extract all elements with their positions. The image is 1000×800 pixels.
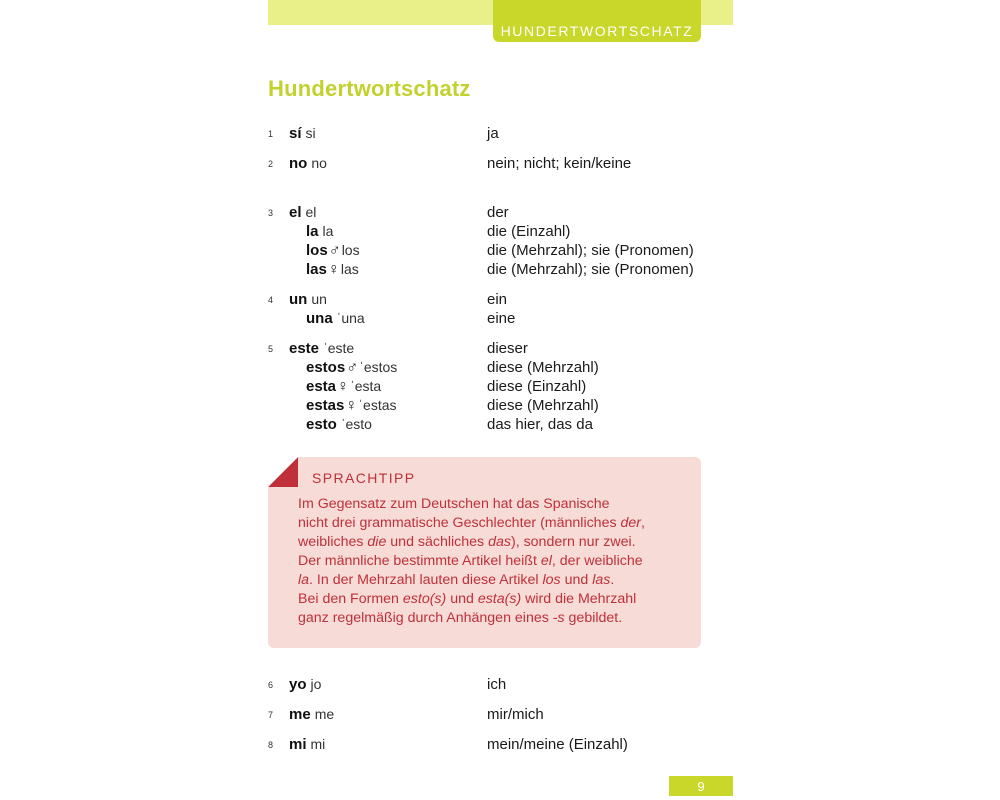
vocab-line (268, 705, 708, 724)
spanish-word: estos (306, 359, 346, 376)
tip-emphasis: der (620, 515, 642, 531)
spanish-term (289, 290, 327, 309)
spanish-word: la (306, 223, 319, 240)
spanish-term (306, 241, 360, 260)
vocab-line (268, 203, 708, 222)
tip-text: und (560, 572, 593, 588)
tip-emphasis: las (592, 572, 611, 588)
spanish-word: las (306, 261, 327, 278)
tip-text: , der weibliche (551, 553, 643, 569)
vocab-subline (268, 377, 708, 396)
pronunciation: ˈesto (340, 416, 372, 432)
german-translation: mein/meine (Einzahl) (487, 736, 628, 753)
german-translation: der (487, 204, 509, 221)
tip-emphasis: los (542, 572, 561, 588)
spanish-term (306, 377, 381, 396)
vocab-line (268, 124, 708, 143)
vocab-line (268, 339, 708, 358)
vocab-subline (268, 222, 708, 241)
vocab-entry (268, 290, 708, 328)
pronunciation: la (322, 223, 334, 239)
german-translation: ja (487, 125, 499, 142)
pronunciation: ˈesta (350, 378, 382, 394)
entry-number: 2 (268, 159, 274, 169)
tip-text: Bei den Formen (298, 591, 403, 607)
vocab-subline (268, 309, 708, 328)
spanish-term (306, 415, 372, 434)
tip-text: weibliches (298, 534, 368, 550)
vocab-entry (268, 735, 708, 754)
pronunciation: me (314, 706, 335, 722)
spanish-word: una (306, 310, 333, 327)
german-translation: die (Mehrzahl); sie (Pronomen) (487, 261, 694, 278)
tip-text: , (641, 515, 645, 531)
vocab-subline (268, 260, 708, 279)
spanish-word: estas (306, 397, 345, 414)
german-translation: ein (487, 291, 508, 308)
spanish-word: yo (289, 676, 307, 693)
pronunciation: ˈestos (359, 359, 398, 375)
german-translation: die (Einzahl) (487, 223, 571, 240)
entry-number: 6 (268, 680, 274, 690)
tip-emphasis: el (540, 553, 552, 569)
language-tip-box (268, 457, 701, 648)
pronunciation: si (305, 125, 316, 141)
spanish-word: los (306, 242, 328, 259)
spanish-term (306, 222, 333, 241)
page-title: Hundertwortschatz (268, 76, 471, 101)
pronunciation: jo (310, 676, 322, 692)
tip-title: SPRACHTIPP (312, 470, 416, 486)
vocab-line (268, 675, 708, 694)
pronunciation: las (340, 261, 359, 277)
german-translation: die (Mehrzahl); sie (Pronomen) (487, 242, 694, 259)
pronunciation: ˈestas (358, 397, 397, 413)
spanish-term (289, 154, 327, 173)
pronunciation: ˈeste (323, 340, 355, 356)
vocab-entry (268, 124, 708, 143)
german-translation: diese (Einzahl) (487, 378, 587, 395)
tip-body (298, 495, 693, 628)
tip-line (298, 590, 693, 609)
vocab-line (268, 290, 708, 309)
german-translation: mir/mich (487, 706, 544, 723)
female-symbol-icon: ♀ (337, 378, 350, 395)
tip-text: und sächliches (386, 534, 489, 550)
entry-number: 3 (268, 208, 274, 218)
spanish-word: sí (289, 125, 302, 142)
spanish-term (289, 735, 325, 754)
tip-text: ), sondern nur zwei. (510, 534, 636, 550)
pronunciation: no (311, 155, 327, 171)
tip-line (298, 533, 693, 552)
tip-line (298, 609, 693, 628)
tip-text: ganz regelmäßig durch Anhängen eines (298, 610, 553, 626)
spanish-term (289, 203, 316, 222)
tip-text: gebildet. (564, 610, 623, 626)
female-symbol-icon: ♀ (327, 261, 340, 278)
pronunciation: ˈuna (336, 310, 365, 326)
german-translation: dieser (487, 340, 528, 357)
vocab-line (268, 154, 708, 173)
german-translation: diese (Mehrzahl) (487, 359, 599, 376)
vocab-entry (268, 203, 708, 279)
spanish-term (289, 705, 334, 724)
tip-line (298, 571, 693, 590)
vocab-entry (268, 154, 708, 173)
spanish-word: no (289, 155, 308, 172)
tip-text: . In der Mehrzahl lauten diese Artikel (309, 572, 543, 588)
section-tab (493, 0, 701, 42)
tip-text: nicht drei grammatische Geschlechter (männliches (298, 515, 621, 531)
female-symbol-icon: ♀ (345, 397, 358, 414)
spanish-term (306, 260, 359, 279)
german-translation: ich (487, 676, 507, 693)
tip-line (298, 495, 693, 514)
tip-text: wird die Mehrzahl (521, 591, 637, 607)
entry-number: 4 (268, 295, 274, 305)
spanish-word: un (289, 291, 308, 308)
vocab-subline (268, 415, 708, 434)
spanish-term (306, 396, 397, 415)
german-translation: das hier, das da (487, 416, 593, 433)
tip-emphasis: la (298, 572, 310, 588)
vocab-entry (268, 339, 708, 434)
vocab-entry (268, 705, 708, 724)
vocab-entry (268, 675, 708, 694)
spanish-word: mi (289, 736, 307, 753)
tip-emphasis: die (367, 534, 387, 550)
tip-text: Im Gegensatz zum Deutschen hat das Spanische (298, 496, 610, 512)
vocab-line (268, 735, 708, 754)
spanish-word: esta (306, 378, 337, 395)
tip-emphasis: esto(s) (402, 591, 447, 607)
male-symbol-icon: ♂ (346, 359, 359, 376)
vocab-subline (268, 241, 708, 260)
tip-corner-flag (268, 457, 298, 487)
vocab-subline (268, 396, 708, 415)
entry-number: 5 (268, 344, 274, 354)
tip-line (298, 552, 693, 571)
entry-number: 8 (268, 740, 274, 750)
spanish-term (289, 124, 316, 143)
male-symbol-icon: ♂ (328, 242, 341, 259)
entry-number: 7 (268, 710, 274, 720)
tip-line (298, 514, 693, 533)
spanish-term (306, 309, 365, 328)
spanish-term (289, 339, 354, 358)
section-label: HUNDERTWORTSCHATZ (500, 23, 694, 39)
german-translation: nein; nicht; kein/keine (487, 155, 632, 172)
tip-text: . (610, 572, 615, 588)
pronunciation: el (305, 204, 317, 220)
vocab-subline (268, 358, 708, 377)
spanish-word: esto (306, 416, 337, 433)
spanish-word: este (289, 340, 320, 357)
german-translation: eine (487, 310, 516, 327)
entry-number: 1 (268, 129, 274, 139)
tip-emphasis: das (488, 534, 511, 550)
tip-emphasis: -s (552, 610, 565, 626)
page-number: 9 (669, 776, 733, 796)
spanish-word: me (289, 706, 311, 723)
spanish-word: el (289, 204, 302, 221)
tip-text: Der männliche bestimmte Artikel heißt (298, 553, 541, 569)
pronunciation: los (341, 242, 360, 258)
spanish-term (289, 675, 321, 694)
german-translation: diese (Mehrzahl) (487, 397, 599, 414)
pronunciation: mi (310, 736, 326, 752)
spanish-term (306, 358, 397, 377)
pronunciation: un (311, 291, 327, 307)
tip-text: und (446, 591, 478, 607)
tip-emphasis: esta(s) (477, 591, 522, 607)
